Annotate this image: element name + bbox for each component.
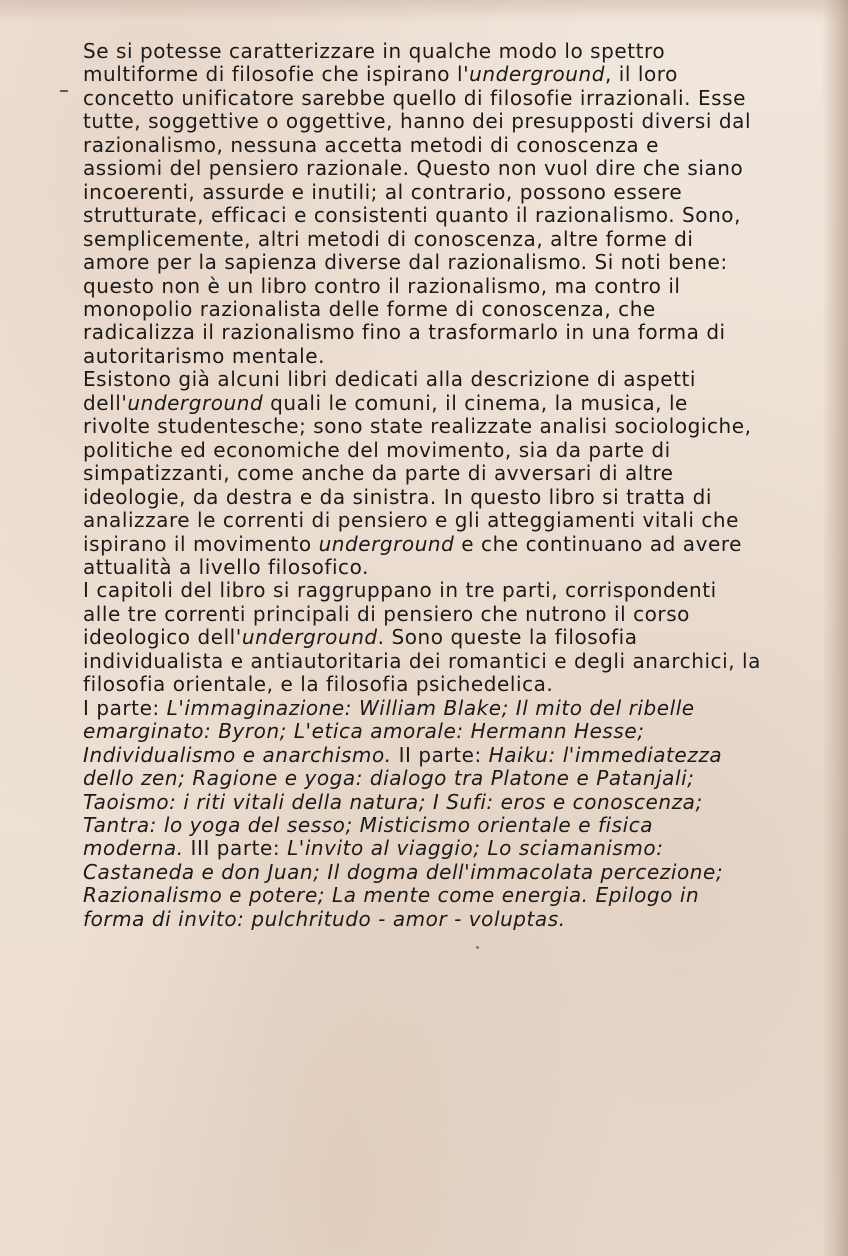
blurb-line [83,134,803,157]
blurb-italic-text: forma di invito: pulchritudo - amor - voluptas. [83,906,566,931]
blurb-italic-text: underground [469,62,605,87]
blurb-line [83,298,803,321]
blurb-line [83,415,803,438]
blurb-line [83,251,803,274]
blurb-text: attualità a livello filosofico. [83,554,369,579]
blurb-text: incoerenti, assurde e inutili; al contrario, possono essere [83,179,683,204]
blurb-line [83,462,803,485]
blurb-text: multiforme di filosofie che ispirano l' [83,62,470,87]
blurb-text: III parte: [183,836,288,861]
blurb-line [83,157,803,180]
blurb-line [83,626,803,649]
blurb-text: monopolio razionalista delle forme di conoscenza, che [83,296,656,321]
page-right-edge-shadow [822,0,848,1256]
blurb-line [83,861,803,884]
blurb-text: ideologie, da destra e da sinistra. In questo libro si tratta di [83,484,712,509]
blurb-text: strutturate, efficaci e consistenti quanto il razionalismo. Sono, [83,203,741,228]
page-top-shadow [0,0,848,22]
blurb-italic-text: moderna. [83,836,184,861]
blurb-text: dell' [83,390,128,415]
blurb-italic-text: Individualismo e anarchismo. [83,742,392,767]
blurb-line [83,63,803,86]
blurb-line [83,673,803,696]
blurb-text: politiche ed economiche del movimento, sia da parte di [83,437,671,462]
blurb-line [83,814,803,837]
blurb-text: concetto unificatore sarebbe quello di filosofie irrazionali. Esse [83,85,746,110]
blurb-line [83,791,803,814]
blurb-line [83,321,803,344]
blurb-line [83,908,803,931]
blurb-text: radicalizza il razionalismo fino a trasformarlo in una forma di [83,320,726,345]
blurb-line [83,439,803,462]
blurb-line [83,40,803,63]
blurb-text: ideologico dell' [83,625,242,650]
blurb-italic-text: underground [318,531,455,556]
blurb-line [83,509,803,532]
blurb-text: autoritarismo mentale. [83,343,326,368]
blurb-line [83,533,803,556]
blurb-text: Esistono già alcuni libri dedicati alla descrizione di aspetti [83,367,696,392]
blurb-text: tutte, soggettive o oggettive, hanno dei presupposti diversi dal [83,109,752,134]
blurb-line [83,228,803,251]
blurb-text: rivolte studentesche; sono state realizzate analisi sociologiche, [83,414,752,439]
blurb-text: filosofia orientale, e la filosofia psichedelica. [83,672,554,697]
blurb-text: . Sono queste la filosofia [377,625,638,650]
blurb-text: II parte: [391,742,489,767]
blurb-text: simpatizzanti, come anche da parte di avversari di altre [83,461,674,486]
blurb-italic-text: underground [241,625,378,650]
blurb-text: ispirano il movimento [83,531,319,556]
blurb-line [83,486,803,509]
blurb-line [83,884,803,907]
blurb-text: questo non è un libro contro il razionalismo, ma contro il [83,273,681,298]
blurb-italic-text: Razionalismo e potere; La mente come energia. Epilogo in [83,883,700,908]
blurb-line [83,110,803,133]
blurb-italic-text: Castaneda e don Juan; Il dogma dell'immacolata percezione; [83,859,724,884]
blurb-text: individualista e antiautoritaria dei romantici e degli anarchici, la [83,648,761,673]
back-cover-blurb [83,40,803,931]
blurb-line [83,603,803,626]
blurb-text: I parte: [83,695,167,720]
blurb-italic-text: Tantra: lo yoga del sesso; Misticismo orientale e fisica [83,812,654,837]
blurb-line [83,181,803,204]
blurb-italic-text: emarginato: Byron; L'etica amorale: Hermann Hesse; [83,719,645,744]
blurb-italic-text: dello zen; Ragione e yoga: dialogo tra Platone e Patanjali; [83,766,695,791]
blurb-line [83,275,803,298]
blurb-line [83,345,803,368]
blurb-line [83,650,803,673]
blurb-line [83,579,803,602]
blurb-text: amore per la sapienza diverse dal razionalismo. Si noti bene: [83,250,728,275]
blurb-line [83,87,803,110]
paper-speck [476,946,479,949]
blurb-line [83,744,803,767]
blurb-line [83,837,803,860]
blurb-line [83,204,803,227]
blurb-line [83,392,803,415]
blurb-italic-text: Haiku: l'immediatezza [488,742,723,767]
blurb-text: semplicemente, altri metodi di conoscenza, altre forme di [83,226,694,251]
blurb-text: I capitoli del libro si raggruppano in tre parti, corrispondenti [83,578,717,603]
margin-mark [60,90,68,92]
blurb-italic-text: Taoismo: i riti vitali della natura; I Sufi: eros e conoscenza; [83,789,703,814]
blurb-text: razionalismo, nessuna accetta metodi di conoscenza e [83,132,659,157]
blurb-italic-text: L'invito al viaggio; Lo sciamanismo: [287,836,664,861]
blurb-line [83,720,803,743]
blurb-text: analizzare le correnti di pensiero e gli atteggiamenti vitali che [83,508,739,533]
blurb-italic-text: L'immaginazione: William Blake; Il mito del ribelle [166,695,695,720]
blurb-line [83,556,803,579]
blurb-line [83,767,803,790]
blurb-text: , il loro [604,62,678,87]
blurb-text: assiomi del pensiero razionale. Questo non vuol dire che siano [83,156,744,181]
blurb-text: Se si potesse caratterizzare in qualche modo lo spettro [83,39,666,63]
blurb-text: quali le comuni, il cinema, la musica, le [263,390,688,415]
blurb-line [83,368,803,391]
blurb-text: alle tre correnti principali di pensiero che nutrono il corso [83,601,690,626]
blurb-text: e che continuano ad avere [454,531,743,556]
blurb-line [83,697,803,720]
blurb-italic-text: underground [127,390,264,415]
